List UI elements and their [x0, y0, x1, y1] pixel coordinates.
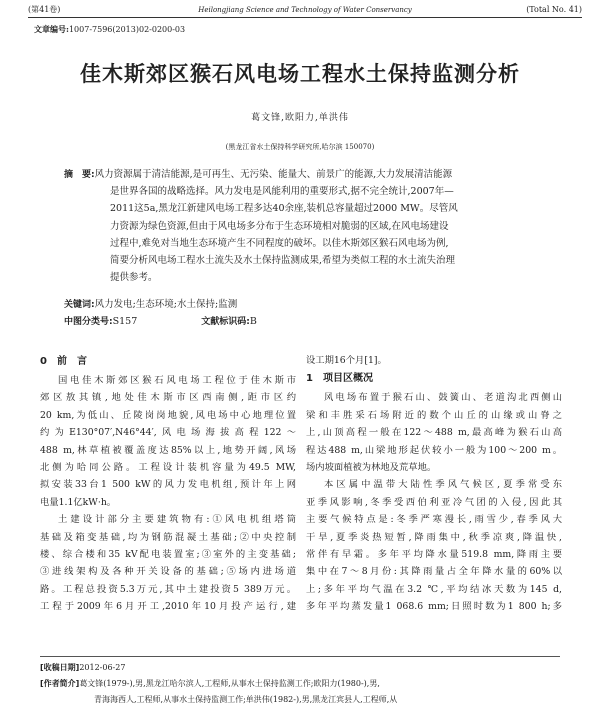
body-line: 拟安装33台1 500 kW的风力发电机组,预计年上网: [40, 479, 296, 491]
body-line: 集中在7～8月份:其降雨量占全年降水量的60%以: [306, 566, 562, 578]
author-bio-line: 青海海西人,工程师,从事水土保持监测工作;单洪伟(1982-),男,黑龙江宾县人,工程师,从: [94, 695, 398, 704]
right-column: [306, 352, 562, 615]
abstract-line: 简要分析风电场工程水土流失及水土保持监测成果,希望为类似工程的水土流失治理: [110, 254, 456, 266]
body-line: 北侧为哈同公路。工程设计装机容量为49.5 MW,: [40, 461, 296, 473]
document-code-value: B: [249, 316, 257, 327]
classification-value: S157: [112, 316, 138, 327]
left-column: [40, 352, 296, 615]
body-line: 路。工程总投资5.3万元,其中土建投资5 389万元。: [40, 583, 296, 595]
classification-label: 中图分类号:: [64, 317, 113, 327]
abstract-line: 提供参考。: [110, 272, 158, 284]
abstract-line: 力资源为绿色资源,但由于风电场多分布于生态环境相对脆弱的区域,在风电场建设: [110, 220, 449, 232]
body-line: 多年平均蒸发量1 068.6 mm;日照时数为1 800 h;多: [306, 601, 562, 613]
body-line: 干旱,夏季炎热短暂,降雨集中,秋季凉爽,降温快,: [306, 531, 562, 543]
author-bio-line: 葛文锋(1979-),男,黑龙江哈尔滨人,工程师,从事水土保持监测工作;欧阳力(1980-),男,: [79, 679, 380, 688]
abstract-line: 2011这5a,黑龙江新建风电场工程多达40余座,装机总容量超过2000 MW。尽管风: [110, 203, 458, 215]
volume-label: (第41卷): [28, 5, 61, 14]
body-line: 场内坡面植被为林地及荒草地。: [306, 461, 437, 473]
article-title: 佳木斯郊区猴石风电场工程水土保持监测分析: [80, 62, 520, 86]
abstract-label: 摘 要:: [64, 170, 95, 180]
body-line: 基础及箱变基础,均为钢筋混凝土基础;②中央控制: [40, 531, 296, 543]
document-code-label: 文献标识码:: [201, 317, 250, 327]
header-rule: [28, 17, 582, 18]
article-number-label: 文章编号:: [34, 24, 69, 34]
abstract-line: 过程中,难免对当地生态环境产生不同程度的破坏。以佳木斯郊区猴石风电场为例,: [110, 237, 449, 249]
body-line: 上;多年平均气温在3.2 ℃,平均结冰天数为145 d,: [306, 583, 562, 595]
author-bio-label: [作者简介]: [40, 679, 80, 688]
body-line: 上,山顶高程一般在122～488 m,最高峰为猴石山高: [306, 427, 562, 439]
body-line: 土建设计部分主要建筑物有:①风电机组塔筒: [58, 514, 296, 526]
body-line: 梁和丰胜采石场附近的数个山丘的山缘或山脊之: [306, 409, 562, 421]
body-line: 电量1.1亿kW·h。: [40, 496, 117, 508]
body-line: ③进线架构及各种开关设备的基础;⑤场内进场道: [40, 566, 296, 578]
keywords-value: 风力发电;生态环境;水土保持;监测: [94, 299, 238, 310]
body-line: 常伴有早霜。多年平均降水量519.8 mm,降雨主要: [306, 548, 562, 560]
article-number-value: 1007-7596(2013)02-0200-03: [68, 25, 186, 34]
journal-name: Heilongjiang Science and Technology of Water Conservancy: [198, 6, 412, 14]
body-line: 程达488 m,山梁地形起伏较小一般为100～200 m。: [306, 444, 562, 456]
body-line: 亚季风影响,冬季受西伯利亚冷气团的入侵,因此其: [306, 496, 562, 508]
author-list: 葛文锋,欧阳力,单洪伟: [251, 113, 349, 123]
body-line: 488 m,林草植被覆盖度达85%以上,地势开阔,风场: [40, 444, 296, 456]
abstract: [64, 166, 554, 286]
author-affiliation: (黑龙江省水土保持科学研究所,哈尔滨 150070): [225, 143, 375, 151]
footnote-rule: [40, 656, 560, 657]
abstract-line: 风力资源属于清洁能源,是可再生、无污染、能量大、前景广的能源,大力发展清洁能源: [94, 169, 453, 180]
section-heading-overview: 1 项目区概况: [306, 373, 373, 385]
body-line: 约为E130°07′,N46°44′,风电场海拔高程122～: [40, 427, 296, 439]
received-date-label: [收稿日期]: [40, 663, 80, 672]
body-line: 20 km,为低山、丘陵岗岗地貌,风电场中心地理位置: [40, 409, 296, 421]
body-line: 本区属中温带大陆性季风气候区,夏季常受东: [324, 479, 562, 491]
keywords-label: 关键词:: [64, 300, 95, 310]
article-number: [34, 24, 185, 35]
abstract-line: 是世界各国的战略选择。风力发电是风能利用的重要形式,据不完全统计,2007年—: [110, 186, 454, 198]
body-line: 国电佳木斯郊区猴石风电场工程位于佳木斯市: [58, 375, 296, 386]
body-line: 设工期16个月[1]。: [306, 355, 387, 366]
running-header: [28, 4, 582, 16]
section-heading-preface: 0 前 言: [40, 356, 87, 367]
body-line: 工程于2009年6月开工,2010年10月投产运行,建: [40, 601, 296, 613]
issue-label: (Total No. 41): [526, 5, 582, 14]
footnotes: [40, 660, 560, 708]
body-line: 郊区敖其镇,地处佳木斯市区西南侧,距市区约: [40, 392, 296, 404]
keyword-block: [64, 296, 554, 330]
body-line: 主要气候特点是:冬季严寒漫长,雨雪少,春季风大: [306, 514, 562, 526]
received-date-value: 2012-06-27: [79, 663, 126, 672]
body-line: 风电场布置于猴石山、鼓簧山、老道沟北西侧山: [324, 392, 562, 404]
body-line: 楼、综合楼和35 kV配电装置室;③室外的主变基础;: [40, 548, 296, 560]
